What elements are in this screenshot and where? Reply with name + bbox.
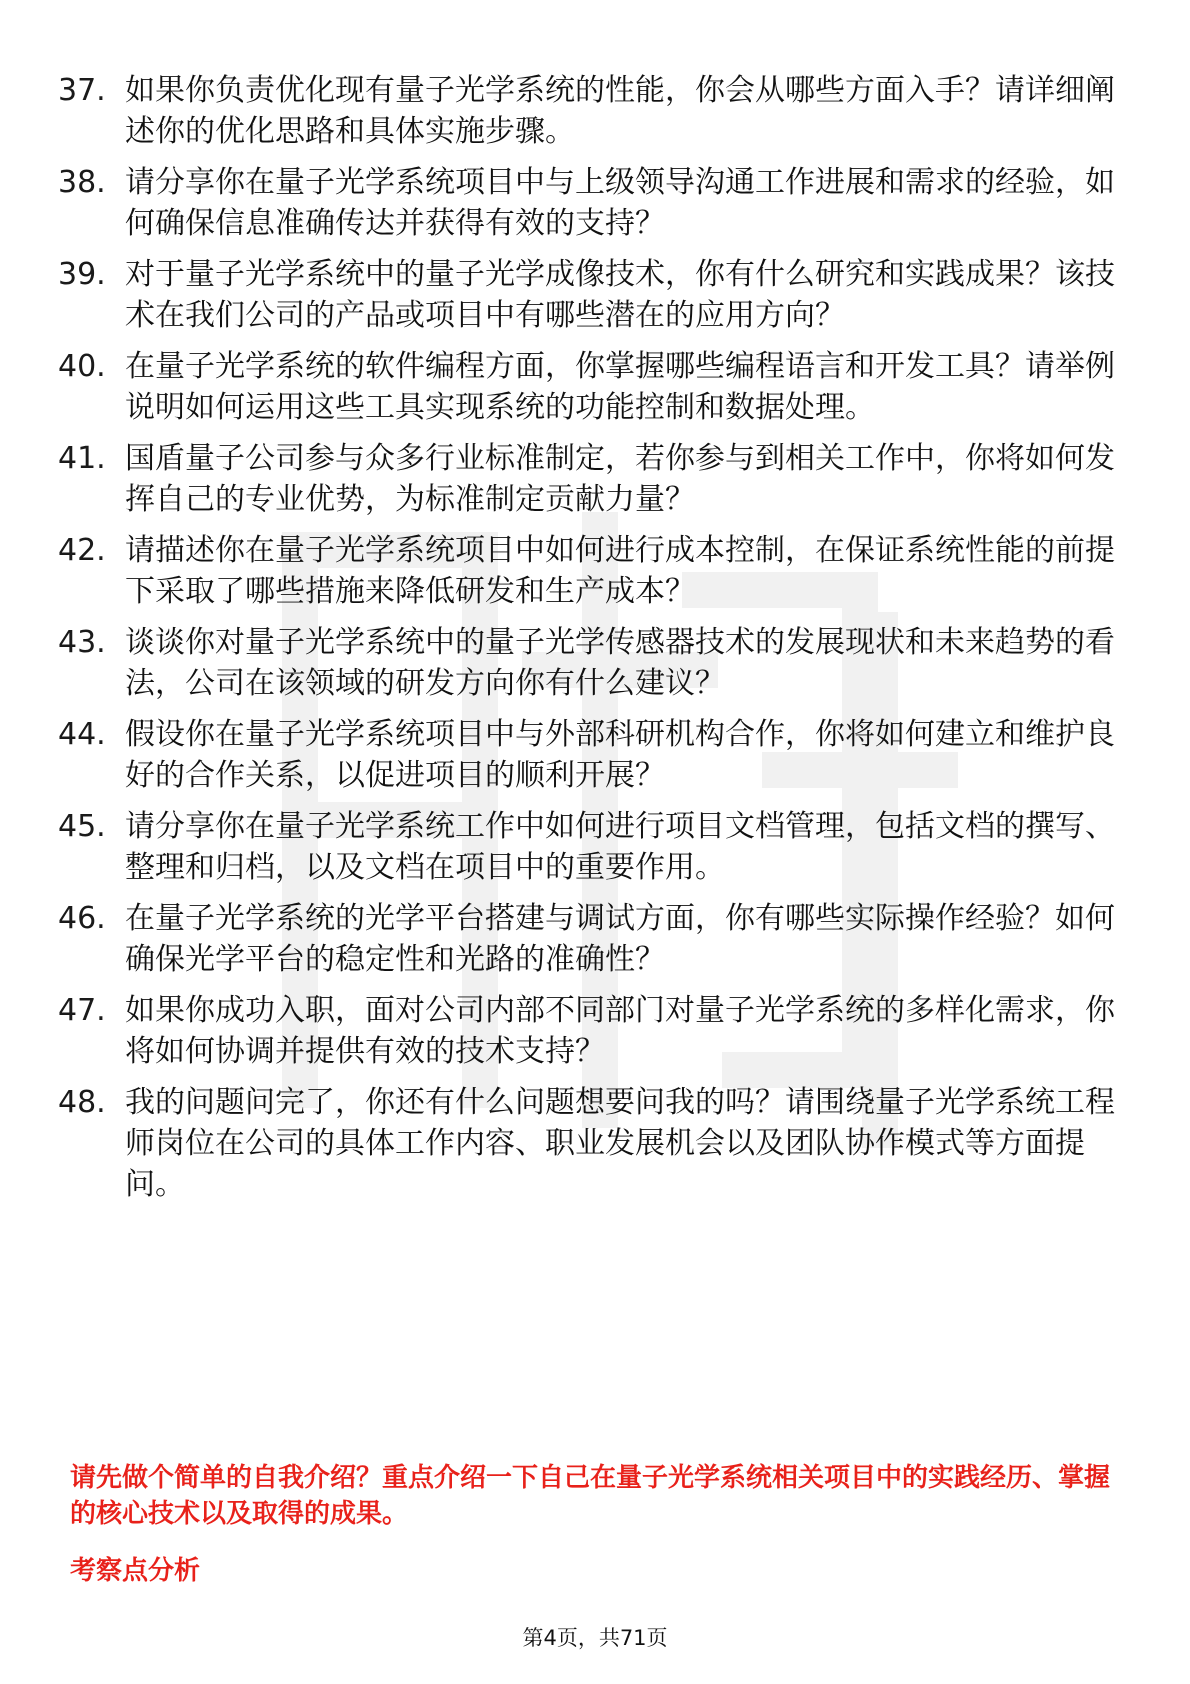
question-number: 46. bbox=[58, 901, 106, 936]
question-number: 43. bbox=[58, 625, 106, 660]
question-number: 38. bbox=[58, 165, 106, 200]
question-number: 41. bbox=[58, 441, 106, 476]
question-text: 如果你负责优化现有量子光学系统的性能，你会从哪些方面入手？请详细阐述你的优化思路和具体实施步骤。 bbox=[125, 73, 1115, 149]
question-number: 40. bbox=[58, 349, 106, 384]
section-heading: 考察点分析 bbox=[70, 1556, 201, 1586]
question-number: 39. bbox=[58, 257, 106, 292]
question-item-37 bbox=[58, 70, 1118, 152]
question-text: 对于量子光学系统中的量子光学成像技术，你有什么研究和实践成果？该技术在我们公司的产品或项目中有哪些潜在的应用方向？ bbox=[125, 257, 1115, 333]
question-number: 47. bbox=[58, 993, 106, 1028]
highlighted-question: 请先做个简单的自我介绍？重点介绍一下自己在量子光学系统相关项目中的实践经历、掌握的核心技术以及取得的成果。 bbox=[70, 1463, 1111, 1529]
question-number: 37. bbox=[58, 73, 106, 108]
question-text: 在量子光学系统的光学平台搭建与调试方面，你有哪些实际操作经验？如何确保光学平台的稳定性和光路的准确性？ bbox=[125, 901, 1115, 977]
question-text: 在量子光学系统的软件编程方面，你掌握哪些编程语言和开发工具？请举例说明如何运用这些工具实现系统的功能控制和数据处理。 bbox=[125, 349, 1115, 425]
question-item-38 bbox=[58, 162, 1118, 244]
question-text: 国盾量子公司参与众多行业标准制定，若你参与到相关工作中，你将如何发挥自己的专业优势，为标准制定贡献力量？ bbox=[125, 441, 1115, 517]
question-text: 谈谈你对量子光学系统中的量子光学传感器技术的发展现状和未来趋势的看法，公司在该领域的研发方向你有什么建议？ bbox=[125, 625, 1115, 701]
question-item-40 bbox=[58, 346, 1118, 428]
question-text: 请分享你在量子光学系统工作中如何进行项目文档管理，包括文档的撰写、整理和归档，以及文档在项目中的重要作用。 bbox=[125, 809, 1115, 885]
question-item-39 bbox=[58, 254, 1118, 336]
question-text: 请描述你在量子光学系统项目中如何进行成本控制，在保证系统性能的前提下采取了哪些措施来降低研发和生产成本？ bbox=[125, 533, 1115, 609]
question-text: 我的问题问完了，你还有什么问题想要问我的吗？请围绕量子光学系统工程师岗位在公司的具体工作内容、职业发展机会以及团队协作模式等方面提问。 bbox=[125, 1085, 1115, 1202]
question-number: 42. bbox=[58, 533, 106, 568]
question-list bbox=[58, 70, 1118, 1215]
question-text: 假设你在量子光学系统项目中与外部科研机构合作，你将如何建立和维护良好的合作关系，以促进项目的顺利开展？ bbox=[125, 717, 1115, 793]
page-number: 第4页，共71页 bbox=[522, 1626, 668, 1650]
question-item-43 bbox=[58, 622, 1118, 704]
question-item-41 bbox=[58, 438, 1118, 520]
question-item-44 bbox=[58, 714, 1118, 796]
question-item-47 bbox=[58, 990, 1118, 1072]
question-item-46 bbox=[58, 898, 1118, 980]
question-number: 45. bbox=[58, 809, 106, 844]
question-text: 如果你成功入职，面对公司内部不同部门对量子光学系统的多样化需求，你将如何协调并提供有效的技术支持？ bbox=[125, 993, 1115, 1069]
question-item-42 bbox=[58, 530, 1118, 612]
question-number: 44. bbox=[58, 717, 106, 752]
question-text: 请分享你在量子光学系统项目中与上级领导沟通工作进展和需求的经验，如何确保信息准确传达并获得有效的支持？ bbox=[125, 165, 1115, 241]
question-item-45 bbox=[58, 806, 1118, 888]
question-number: 48. bbox=[58, 1085, 106, 1120]
question-item-48 bbox=[58, 1082, 1118, 1205]
